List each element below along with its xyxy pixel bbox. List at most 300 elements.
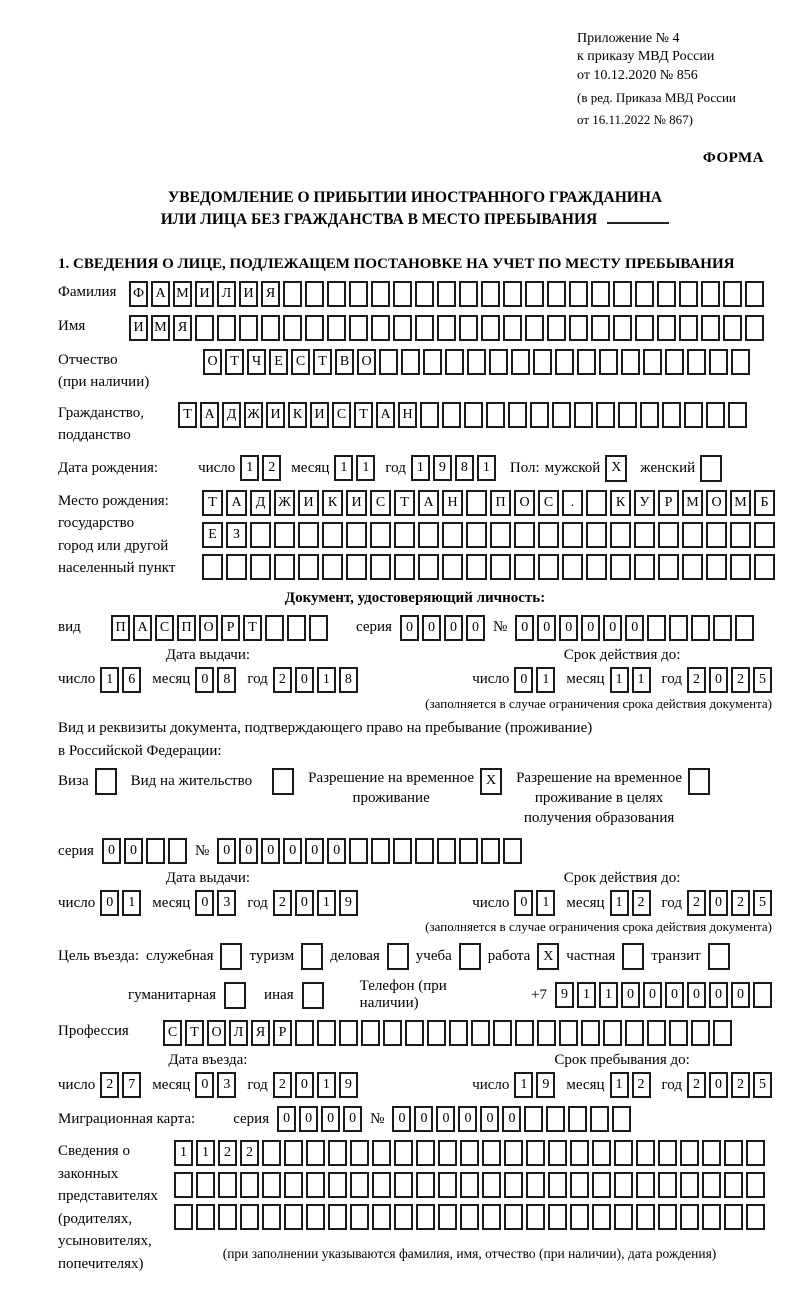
cell[interactable]	[640, 402, 659, 428]
cell[interactable]	[218, 1172, 237, 1198]
cell[interactable]: 0	[261, 838, 280, 864]
cell[interactable]	[724, 1172, 743, 1198]
cell[interactable]	[327, 281, 346, 307]
cell[interactable]	[394, 1204, 413, 1230]
cell[interactable]: 0	[327, 838, 346, 864]
cell[interactable]: 1	[514, 1072, 533, 1098]
cell[interactable]: Р	[273, 1020, 292, 1046]
cell[interactable]: С	[163, 1020, 182, 1046]
cell[interactable]: 2	[687, 890, 706, 916]
cell[interactable]	[482, 1172, 501, 1198]
cell[interactable]	[490, 554, 511, 580]
cell[interactable]: 0	[422, 615, 441, 641]
cell[interactable]	[662, 402, 681, 428]
cell[interactable]	[284, 1172, 303, 1198]
cell[interactable]	[634, 522, 655, 548]
cell[interactable]: С	[155, 615, 174, 641]
cell[interactable]: 1	[610, 667, 629, 693]
cell[interactable]	[613, 281, 632, 307]
cell[interactable]	[745, 315, 764, 341]
cell[interactable]	[423, 349, 442, 375]
cell[interactable]	[577, 349, 596, 375]
cell[interactable]: Е	[202, 522, 223, 548]
cell[interactable]: 2	[731, 1072, 750, 1098]
cell[interactable]: 2	[687, 667, 706, 693]
cell[interactable]	[596, 402, 615, 428]
cell[interactable]	[361, 1020, 380, 1046]
cell[interactable]: М	[682, 490, 703, 516]
cell[interactable]	[723, 315, 742, 341]
cell[interactable]: 0	[621, 982, 640, 1008]
cell[interactable]: И	[298, 490, 319, 516]
cell[interactable]	[610, 554, 631, 580]
cell[interactable]	[466, 490, 487, 516]
cell[interactable]	[706, 522, 727, 548]
cell[interactable]: О	[199, 615, 218, 641]
cell[interactable]	[586, 490, 607, 516]
cell[interactable]: 8	[217, 667, 236, 693]
cell[interactable]: А	[226, 490, 247, 516]
cell[interactable]	[723, 281, 742, 307]
cell[interactable]: 1	[610, 1072, 629, 1098]
cell[interactable]	[306, 1204, 325, 1230]
cell[interactable]: М	[173, 281, 192, 307]
cell[interactable]: О	[357, 349, 376, 375]
cell[interactable]	[349, 315, 368, 341]
purpose-business-checkbox[interactable]	[387, 943, 409, 970]
cell[interactable]: О	[514, 490, 535, 516]
cell[interactable]: 9	[433, 455, 452, 481]
cell[interactable]	[682, 554, 703, 580]
cell[interactable]	[416, 1204, 435, 1230]
cell[interactable]	[546, 1106, 565, 1132]
cell[interactable]: Т	[243, 615, 262, 641]
cell[interactable]	[568, 1106, 587, 1132]
cell[interactable]	[526, 1204, 545, 1230]
cell[interactable]	[262, 1204, 281, 1230]
cell[interactable]	[482, 1204, 501, 1230]
cell[interactable]	[635, 281, 654, 307]
cell[interactable]: 0	[537, 615, 556, 641]
cell[interactable]	[658, 554, 679, 580]
cell[interactable]: И	[266, 402, 285, 428]
cell[interactable]: Д	[250, 490, 271, 516]
cell[interactable]: 0	[277, 1106, 296, 1132]
cell[interactable]: О	[203, 349, 222, 375]
cell[interactable]: Ф	[129, 281, 148, 307]
cell[interactable]: П	[111, 615, 130, 641]
cell[interactable]	[555, 349, 574, 375]
cell[interactable]	[393, 281, 412, 307]
cell[interactable]: Н	[442, 490, 463, 516]
cell[interactable]: 1	[411, 455, 430, 481]
cell[interactable]	[669, 615, 688, 641]
cell[interactable]	[635, 315, 654, 341]
cell[interactable]: 1	[122, 890, 141, 916]
cell[interactable]	[442, 554, 463, 580]
cell[interactable]	[283, 315, 302, 341]
cell[interactable]	[437, 838, 456, 864]
cell[interactable]	[647, 615, 666, 641]
cell[interactable]: 2	[240, 1140, 259, 1166]
cell[interactable]	[250, 522, 271, 548]
cell[interactable]: Б	[754, 490, 775, 516]
purpose-work-checkbox[interactable]: X	[537, 943, 559, 970]
cell[interactable]: 1	[536, 667, 555, 693]
cell[interactable]	[306, 1172, 325, 1198]
cell[interactable]	[525, 315, 544, 341]
cell[interactable]	[537, 1020, 556, 1046]
cell[interactable]: 5	[753, 667, 772, 693]
cell[interactable]	[548, 1172, 567, 1198]
cell[interactable]	[287, 615, 306, 641]
cell[interactable]: Т	[225, 349, 244, 375]
cell[interactable]	[636, 1172, 655, 1198]
cell[interactable]	[730, 554, 751, 580]
cell[interactable]	[339, 1020, 358, 1046]
cell[interactable]	[730, 522, 751, 548]
cell[interactable]	[346, 522, 367, 548]
cell[interactable]: 2	[262, 455, 281, 481]
cell[interactable]	[174, 1172, 193, 1198]
cell[interactable]	[525, 281, 544, 307]
cell[interactable]: С	[291, 349, 310, 375]
cell[interactable]	[261, 315, 280, 341]
cell[interactable]	[621, 349, 640, 375]
cell[interactable]	[586, 554, 607, 580]
cell[interactable]	[514, 554, 535, 580]
cell[interactable]: 5	[753, 1072, 772, 1098]
cell[interactable]: Т	[354, 402, 373, 428]
cell[interactable]	[372, 1172, 391, 1198]
cell[interactable]: 1	[100, 667, 119, 693]
cell[interactable]: 1	[317, 667, 336, 693]
cell[interactable]	[559, 1020, 578, 1046]
cell[interactable]	[405, 1020, 424, 1046]
cell[interactable]: 0	[283, 838, 302, 864]
cell[interactable]	[445, 349, 464, 375]
cell[interactable]	[393, 838, 412, 864]
cell[interactable]: 0	[100, 890, 119, 916]
cell[interactable]	[481, 315, 500, 341]
cell[interactable]: 1	[632, 667, 651, 693]
cell[interactable]	[548, 1204, 567, 1230]
cell[interactable]: А	[151, 281, 170, 307]
cell[interactable]: К	[288, 402, 307, 428]
cell[interactable]	[590, 1106, 609, 1132]
cell[interactable]	[687, 349, 706, 375]
cell[interactable]	[684, 402, 703, 428]
cell[interactable]: Т	[394, 490, 415, 516]
cell[interactable]: 5	[753, 890, 772, 916]
cell[interactable]: И	[310, 402, 329, 428]
cell[interactable]	[503, 838, 522, 864]
cell[interactable]	[284, 1204, 303, 1230]
cell[interactable]: 0	[102, 838, 121, 864]
cell[interactable]	[467, 349, 486, 375]
cell[interactable]	[552, 402, 571, 428]
cell[interactable]	[217, 315, 236, 341]
cell[interactable]	[460, 1204, 479, 1230]
cell[interactable]: 6	[122, 667, 141, 693]
cell[interactable]: Т	[178, 402, 197, 428]
cell[interactable]	[350, 1204, 369, 1230]
cell[interactable]: 0	[709, 667, 728, 693]
cell[interactable]	[350, 1172, 369, 1198]
cell[interactable]: З	[226, 522, 247, 548]
cell[interactable]	[427, 1020, 446, 1046]
cell[interactable]	[240, 1204, 259, 1230]
cell[interactable]: 0	[643, 982, 662, 1008]
cell[interactable]	[295, 1020, 314, 1046]
purpose-tourism-checkbox[interactable]	[301, 943, 323, 970]
cell[interactable]	[658, 1204, 677, 1230]
cell[interactable]	[481, 838, 500, 864]
cell[interactable]: 0	[400, 615, 419, 641]
cell[interactable]	[547, 315, 566, 341]
cell[interactable]	[449, 1020, 468, 1046]
cell[interactable]: 0	[709, 982, 728, 1008]
cell[interactable]	[226, 554, 247, 580]
cell[interactable]: 1	[610, 890, 629, 916]
cell[interactable]	[533, 349, 552, 375]
cell[interactable]: 0	[731, 982, 750, 1008]
cell[interactable]	[283, 281, 302, 307]
cell[interactable]	[328, 1204, 347, 1230]
cell[interactable]	[371, 315, 390, 341]
cell[interactable]	[503, 315, 522, 341]
cell[interactable]	[713, 1020, 732, 1046]
cell[interactable]	[322, 554, 343, 580]
cell[interactable]	[438, 1172, 457, 1198]
cell[interactable]: 8	[339, 667, 358, 693]
cell[interactable]	[174, 1204, 193, 1230]
cell[interactable]: 1	[334, 455, 353, 481]
cell[interactable]: 0	[502, 1106, 521, 1132]
cell[interactable]: 0	[514, 667, 533, 693]
cell[interactable]	[265, 615, 284, 641]
cell[interactable]	[709, 349, 728, 375]
cell[interactable]	[514, 522, 535, 548]
cell[interactable]: 9	[339, 1072, 358, 1098]
cell[interactable]: 0	[392, 1106, 411, 1132]
cell[interactable]: М	[730, 490, 751, 516]
cell[interactable]	[570, 1204, 589, 1230]
cell[interactable]	[370, 554, 391, 580]
cell[interactable]	[371, 838, 390, 864]
cell[interactable]	[394, 1172, 413, 1198]
cell[interactable]	[706, 402, 725, 428]
cell[interactable]	[702, 1204, 721, 1230]
cell[interactable]: С	[370, 490, 391, 516]
cell[interactable]: 0	[515, 615, 534, 641]
cell[interactable]	[416, 1172, 435, 1198]
cell[interactable]: 0	[295, 890, 314, 916]
cell[interactable]	[679, 315, 698, 341]
cell[interactable]: И	[239, 281, 258, 307]
cell[interactable]: 1	[317, 890, 336, 916]
cell[interactable]: Ж	[244, 402, 263, 428]
cell[interactable]	[437, 315, 456, 341]
cell[interactable]	[146, 838, 165, 864]
cell[interactable]: 1	[536, 890, 555, 916]
cell[interactable]	[547, 281, 566, 307]
cell[interactable]	[691, 615, 710, 641]
cell[interactable]	[647, 1020, 666, 1046]
cell[interactable]: 2	[731, 667, 750, 693]
cell[interactable]: 9	[536, 1072, 555, 1098]
cell[interactable]: Р	[221, 615, 240, 641]
cell[interactable]	[327, 315, 346, 341]
purpose-humanitarian-checkbox[interactable]	[224, 982, 246, 1009]
cell[interactable]	[610, 522, 631, 548]
cell[interactable]	[393, 315, 412, 341]
cell[interactable]: 0	[195, 667, 214, 693]
cell[interactable]	[274, 522, 295, 548]
cell[interactable]	[168, 838, 187, 864]
cell[interactable]	[379, 349, 398, 375]
cell[interactable]	[218, 1204, 237, 1230]
cell[interactable]: 0	[625, 615, 644, 641]
cell[interactable]: 1	[599, 982, 618, 1008]
cell[interactable]	[613, 315, 632, 341]
cell[interactable]: 3	[217, 1072, 236, 1098]
cell[interactable]	[349, 838, 368, 864]
cell[interactable]	[570, 1172, 589, 1198]
cell[interactable]	[745, 281, 764, 307]
cell[interactable]: 1	[477, 455, 496, 481]
cell[interactable]	[562, 522, 583, 548]
cell[interactable]	[665, 349, 684, 375]
cell[interactable]: 2	[273, 890, 292, 916]
cell[interactable]: Д	[222, 402, 241, 428]
cell[interactable]	[305, 281, 324, 307]
cell[interactable]: 0	[665, 982, 684, 1008]
cell[interactable]: 0	[195, 1072, 214, 1098]
cell[interactable]: 1	[240, 455, 259, 481]
cell[interactable]	[442, 402, 461, 428]
cell[interactable]: Ж	[274, 490, 295, 516]
cell[interactable]: 2	[632, 890, 651, 916]
cell[interactable]: 0	[687, 982, 706, 1008]
cell[interactable]: Е	[269, 349, 288, 375]
cell[interactable]	[466, 554, 487, 580]
cell[interactable]	[418, 554, 439, 580]
cell[interactable]: С	[538, 490, 559, 516]
cell[interactable]	[702, 1172, 721, 1198]
cell[interactable]	[481, 281, 500, 307]
cell[interactable]: Т	[202, 490, 223, 516]
cell[interactable]	[706, 554, 727, 580]
cell[interactable]: В	[335, 349, 354, 375]
temp-residence-checkbox[interactable]: X	[480, 768, 502, 795]
cell[interactable]	[680, 1172, 699, 1198]
cell[interactable]: 0	[239, 838, 258, 864]
cell[interactable]: И	[346, 490, 367, 516]
cell[interactable]: К	[610, 490, 631, 516]
cell[interactable]: М	[151, 315, 170, 341]
cell[interactable]	[328, 1172, 347, 1198]
cell[interactable]	[657, 315, 676, 341]
cell[interactable]: А	[200, 402, 219, 428]
cell[interactable]	[250, 554, 271, 580]
cell[interactable]: 1	[174, 1140, 193, 1166]
cell[interactable]	[504, 1204, 523, 1230]
cell[interactable]	[592, 1204, 611, 1230]
cell[interactable]	[669, 1020, 688, 1046]
cell[interactable]	[262, 1172, 281, 1198]
cell[interactable]	[643, 349, 662, 375]
cell[interactable]	[574, 402, 593, 428]
cell[interactable]	[394, 522, 415, 548]
cell[interactable]	[322, 522, 343, 548]
cell[interactable]: И	[129, 315, 148, 341]
cell[interactable]	[486, 402, 505, 428]
cell[interactable]	[746, 1204, 765, 1230]
cell[interactable]	[437, 281, 456, 307]
cell[interactable]: П	[177, 615, 196, 641]
cell[interactable]	[658, 522, 679, 548]
cell[interactable]: 2	[687, 1072, 706, 1098]
cell[interactable]	[754, 554, 775, 580]
cell[interactable]: 2	[218, 1140, 237, 1166]
cell[interactable]	[724, 1204, 743, 1230]
cell[interactable]: 0	[581, 615, 600, 641]
cell[interactable]	[466, 522, 487, 548]
cell[interactable]: 7	[122, 1072, 141, 1098]
cell[interactable]: 0	[480, 1106, 499, 1132]
cell[interactable]	[569, 315, 588, 341]
cell[interactable]	[634, 554, 655, 580]
cell[interactable]	[603, 1020, 622, 1046]
cell[interactable]	[581, 1020, 600, 1046]
cell[interactable]: 0	[295, 667, 314, 693]
cell[interactable]	[349, 281, 368, 307]
cell[interactable]	[418, 522, 439, 548]
cell[interactable]	[591, 315, 610, 341]
visa-checkbox[interactable]	[95, 768, 117, 795]
cell[interactable]	[680, 1204, 699, 1230]
cell[interactable]: 1	[356, 455, 375, 481]
cell[interactable]	[460, 1172, 479, 1198]
cell[interactable]: 2	[632, 1072, 651, 1098]
cell[interactable]	[196, 1172, 215, 1198]
cell[interactable]	[298, 554, 319, 580]
cell[interactable]: О	[207, 1020, 226, 1046]
cell[interactable]	[569, 281, 588, 307]
cell[interactable]	[394, 554, 415, 580]
cell[interactable]: 0	[321, 1106, 340, 1132]
cell[interactable]	[370, 522, 391, 548]
cell[interactable]	[346, 554, 367, 580]
cell[interactable]	[526, 1172, 545, 1198]
purpose-transit-checkbox[interactable]	[708, 943, 730, 970]
cell[interactable]: Н	[398, 402, 417, 428]
cell[interactable]: 9	[555, 982, 574, 1008]
cell[interactable]	[614, 1204, 633, 1230]
cell[interactable]	[618, 402, 637, 428]
cell[interactable]	[305, 315, 324, 341]
purpose-other-checkbox[interactable]	[302, 982, 324, 1009]
purpose-official-checkbox[interactable]	[220, 943, 242, 970]
cell[interactable]	[195, 315, 214, 341]
cell[interactable]	[504, 1172, 523, 1198]
cell[interactable]: 0	[603, 615, 622, 641]
cell[interactable]: О	[706, 490, 727, 516]
cell[interactable]	[371, 281, 390, 307]
cell[interactable]: 1	[317, 1072, 336, 1098]
cell[interactable]	[372, 1204, 391, 1230]
